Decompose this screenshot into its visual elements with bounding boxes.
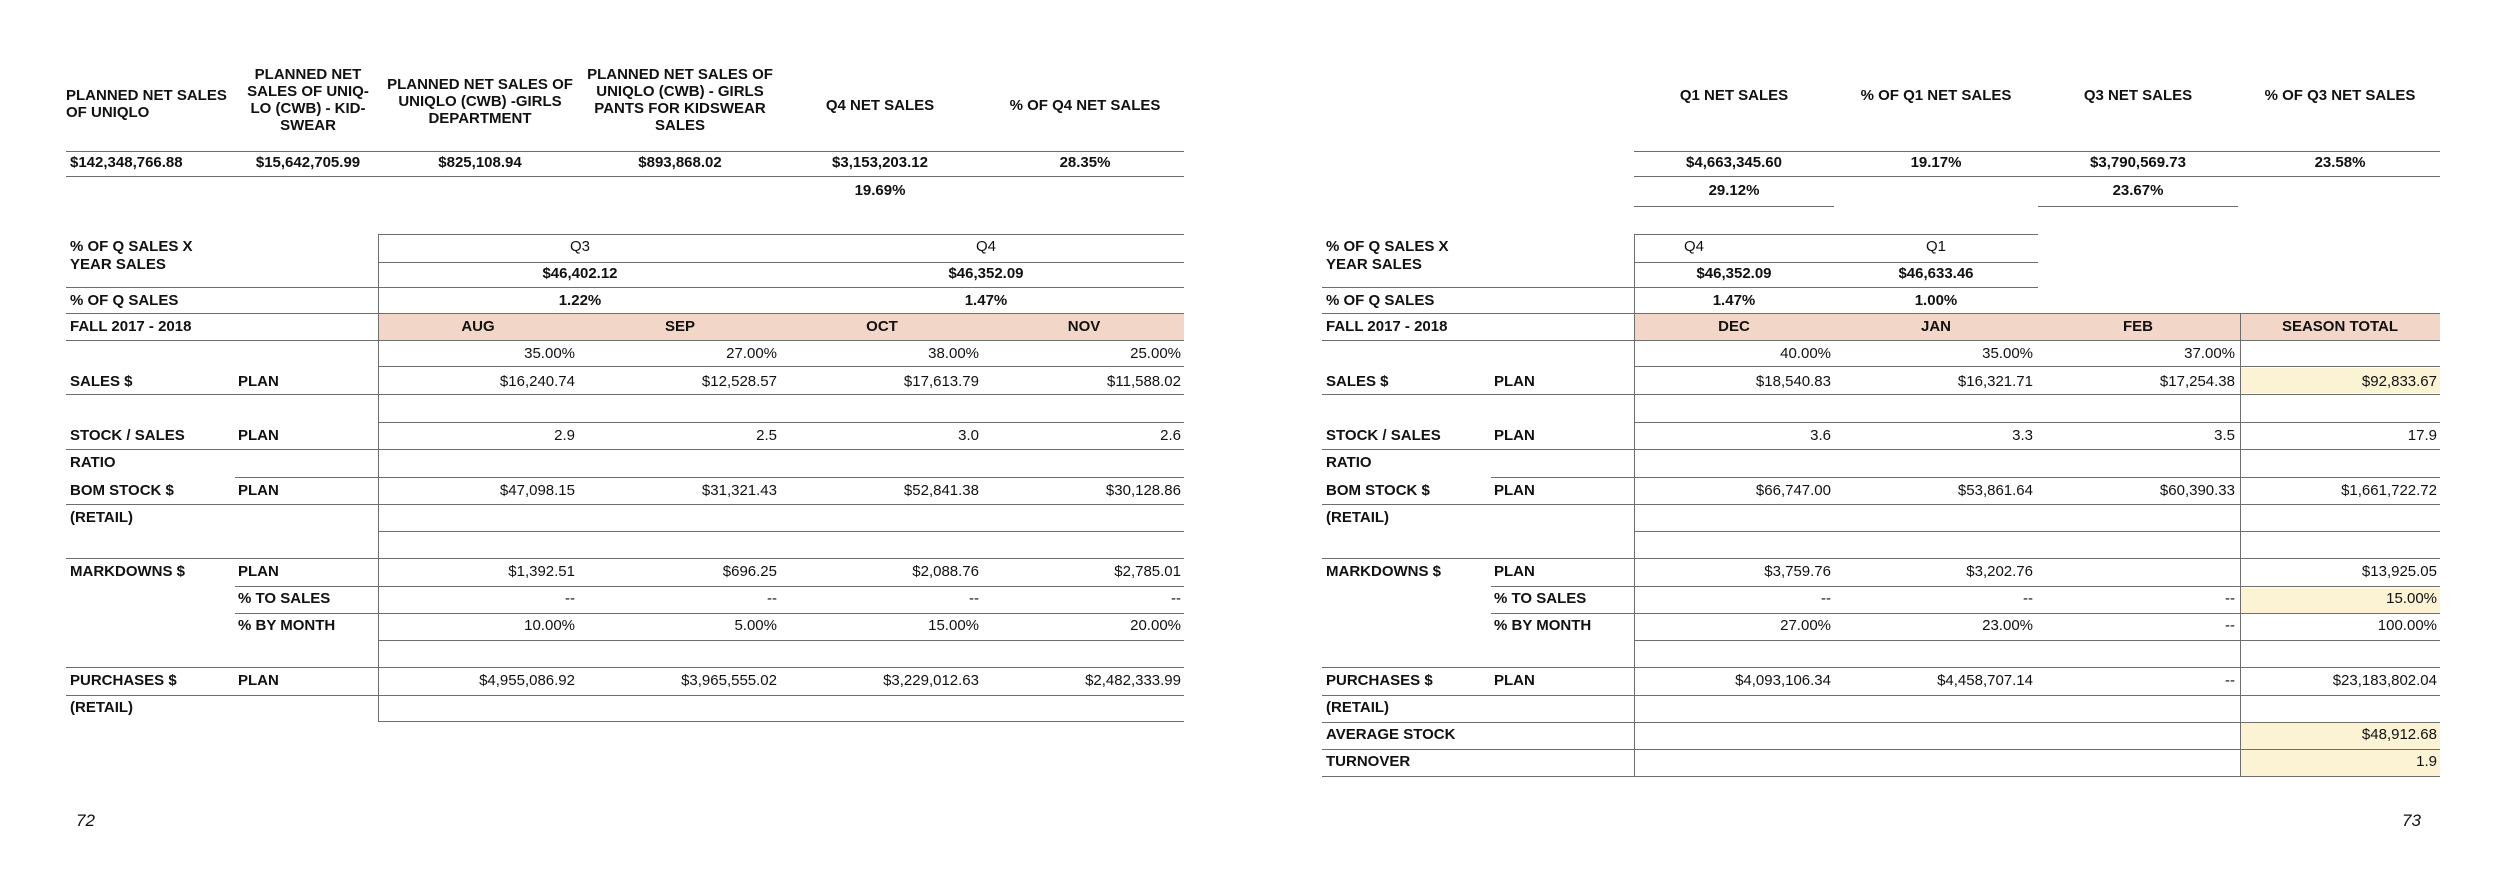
cell: $4,458,707.14 <box>1937 672 2033 689</box>
cell: -- <box>565 590 575 607</box>
val-q3-net-sales: $3,790,569.73 <box>2090 154 2186 171</box>
cell: $4,093,106.34 <box>1735 672 1831 689</box>
cell: $3,759.76 <box>1764 563 1831 580</box>
hdr-q3-net-sales: Q3 NET SALES <box>2083 87 2193 104</box>
cell: $3,202.76 <box>1966 563 2033 580</box>
cell: 23.00% <box>1982 617 2033 634</box>
cell: 20.00% <box>1130 617 1181 634</box>
val-planned-net-sales: $142,348,766.88 <box>70 154 183 171</box>
cell-turnover: 1.9 <box>2416 753 2437 770</box>
label-average-stock: AVERAGE STOCK <box>1326 726 1456 743</box>
hdr-pct-q3-net-sales: % OF Q3 NET SALES <box>2264 87 2416 104</box>
label-season: FALL 2017 - 2018 <box>1326 318 1448 335</box>
label-markdowns: MARKDOWNS $ <box>1326 563 1441 580</box>
cell: -- <box>969 590 979 607</box>
cell-total: 17.9 <box>2407 427 2437 444</box>
hdr-kidswear: PLANNED NET SALES OF UNIQ-LO (CWB) - KID-SWEAR <box>247 66 369 134</box>
label-bom-2: (RETAIL) <box>1326 509 1390 526</box>
label-plan-purch: PLAN <box>238 672 279 689</box>
val-pct-q3: 23.58% <box>2314 154 2366 171</box>
cell: -- <box>2225 672 2235 689</box>
cell: 10.00% <box>524 617 575 634</box>
cell: 2.9 <box>554 427 575 444</box>
val-kidswear: $15,642,705.99 <box>255 154 361 171</box>
cell: $17,613.79 <box>903 373 979 390</box>
label-plan-md: PLAN <box>1494 563 1535 580</box>
cell: $60,390.33 <box>2159 482 2235 499</box>
cell: 27.00% <box>1780 617 1831 634</box>
val-girls-pants: $893,868.02 <box>638 154 722 171</box>
label-plan-sales: PLAN <box>238 373 279 390</box>
cell: -- <box>767 590 777 607</box>
month-sep: SEP <box>664 318 695 335</box>
cell: $66,747.00 <box>1755 482 1831 499</box>
cell: 3.5 <box>2214 427 2235 444</box>
label-purchases-1: PURCHASES $ <box>70 672 177 689</box>
cell: 38.00% <box>928 345 979 362</box>
cell: $3,965,555.02 <box>681 672 777 689</box>
cell: -- <box>1821 590 1831 607</box>
val-q1-net-sales: $4,663,345.60 <box>1686 154 1782 171</box>
cell-average-stock: $48,912.68 <box>2361 726 2437 743</box>
cell: 2.6 <box>1160 427 1181 444</box>
cell: 35.00% <box>524 345 575 362</box>
label-stock-2: RATIO <box>1326 454 1372 471</box>
cell: $47,098.15 <box>499 482 575 499</box>
label-season: FALL 2017 - 2018 <box>70 318 192 335</box>
quarter-q1: Q1 <box>1925 238 1946 255</box>
label-pct-q-sales: % OF Q SALES <box>70 292 179 309</box>
quarter-q4-value: $46,352.09 <box>948 265 1024 282</box>
label-to-sales: % TO SALES <box>1494 590 1587 607</box>
cell: 40.00% <box>1780 345 1831 362</box>
label-bom-1: BOM STOCK $ <box>1326 482 1430 499</box>
cell: $16,321.71 <box>1957 373 2033 390</box>
cell: $17,254.38 <box>2159 373 2235 390</box>
cell: $53,861.64 <box>1957 482 2033 499</box>
quarter-q3-value: $46,402.12 <box>542 265 618 282</box>
quarter-q1-pct: 1.00% <box>1914 292 1958 309</box>
cell: 3.3 <box>2012 427 2033 444</box>
season-total: SEASON TOTAL <box>2281 318 2399 335</box>
quarter-q4-value: $46,352.09 <box>1696 265 1772 282</box>
label-plan-stock: PLAN <box>238 427 279 444</box>
label-turnover: TURNOVER <box>1326 753 1411 770</box>
label-by-month: % BY MONTH <box>1494 617 1592 634</box>
val-q1-sub: 29.12% <box>1708 182 1760 199</box>
cell: -- <box>2023 590 2033 607</box>
cell-total: $1,661,722.72 <box>2341 482 2437 499</box>
label-pct-q-year: % OF Q SALES X YEAR SALES <box>1326 238 1449 273</box>
cell: $16,240.74 <box>499 373 575 390</box>
month-oct: OCT <box>866 318 898 335</box>
month-dec: DEC <box>1718 318 1750 335</box>
cell: $31,321.43 <box>701 482 777 499</box>
label-stock-1: STOCK / SALES <box>70 427 185 444</box>
hdr-q1-net-sales: Q1 NET SALES <box>1679 87 1789 104</box>
quarter-q3: Q3 <box>569 238 590 255</box>
quarter-q4-pct: 1.47% <box>1712 292 1756 309</box>
cell-total: $13,925.05 <box>2361 563 2437 580</box>
page-73 <box>1250 0 2500 882</box>
hdr-pct-q1-net-sales: % OF Q1 NET SALES <box>1860 87 2012 104</box>
label-to-sales: % TO SALES <box>238 590 331 607</box>
month-feb: FEB <box>2123 318 2153 335</box>
hdr-q4-net-sales: Q4 NET SALES <box>825 97 935 114</box>
cell: 3.6 <box>1810 427 1831 444</box>
cell: $2,785.01 <box>1114 563 1181 580</box>
label-plan-sales: PLAN <box>1494 373 1535 390</box>
label-sales: SALES $ <box>70 373 133 390</box>
cell: 35.00% <box>1982 345 2033 362</box>
cell: 37.00% <box>2184 345 2235 362</box>
cell: -- <box>2225 590 2235 607</box>
cell: $4,955,086.92 <box>479 672 575 689</box>
page-number: 73 <box>2402 811 2421 830</box>
label-pct-q-sales: % OF Q SALES <box>1326 292 1435 309</box>
cell: $3,229,012.63 <box>883 672 979 689</box>
quarter-q1-value: $46,633.46 <box>1898 265 1974 282</box>
cell: $12,528.57 <box>701 373 777 390</box>
cell: $2,088.76 <box>912 563 979 580</box>
hdr-pct-q4-net-sales: % OF Q4 NET SALES <box>1009 97 1161 114</box>
cell: $11,588.02 <box>1107 373 1181 390</box>
label-plan-md: PLAN <box>238 563 279 580</box>
cell: 2.5 <box>756 427 777 444</box>
cell-total: $23,183,802.04 <box>2332 672 2437 689</box>
val-q3-sub: 23.67% <box>2112 182 2164 199</box>
label-plan-bom: PLAN <box>238 482 279 499</box>
cell: $2,482,333.99 <box>1085 672 1181 689</box>
label-stock-2: RATIO <box>70 454 116 471</box>
val-q4-sub: 19.69% <box>854 182 906 199</box>
cell: 3.0 <box>958 427 979 444</box>
cell: 5.00% <box>734 617 777 634</box>
cell: 15.00% <box>928 617 979 634</box>
label-markdowns: MARKDOWNS $ <box>70 563 185 580</box>
val-pct-q1: 19.17% <box>1910 154 1962 171</box>
label-purchases-2: (RETAIL) <box>70 699 134 716</box>
cell: 25.00% <box>1130 345 1181 362</box>
label-pct-q-year: % OF Q SALES X YEAR SALES <box>70 238 193 273</box>
month-jan: JAN <box>1920 318 1951 335</box>
month-aug: AUG <box>461 318 495 335</box>
val-q4-net-sales: $3,153,203.12 <box>832 154 928 171</box>
cell: $696.25 <box>722 563 777 580</box>
hdr-planned-net-sales-uniqlo: PLANNED NET SALES OF UNIQLO <box>66 87 227 121</box>
page-number: 72 <box>76 811 95 830</box>
label-plan-stock: PLAN <box>1494 427 1535 444</box>
label-by-month: % BY MONTH <box>238 617 336 634</box>
cell: 27.00% <box>726 345 777 362</box>
label-plan-purch: PLAN <box>1494 672 1535 689</box>
cell: -- <box>1171 590 1181 607</box>
cell-total: $92,833.67 <box>2361 373 2437 390</box>
label-plan-bom: PLAN <box>1494 482 1535 499</box>
cell-total: 100.00% <box>2377 617 2437 634</box>
label-stock-1: STOCK / SALES <box>1326 427 1441 444</box>
val-girls-department: $825,108.94 <box>438 154 522 171</box>
label-purchases-1: PURCHASES $ <box>1326 672 1433 689</box>
label-bom-2: (RETAIL) <box>70 509 134 526</box>
hdr-girls-department: PLANNED NET SALES OF UNIQLO (CWB) -GIRLS DEPARTMENT <box>387 76 573 127</box>
hdr-girls-pants: PLANNED NET SALES OF UNIQLO (CWB) - GIRLS PANTS FOR KIDSWEAR SALES <box>587 66 773 134</box>
quarter-q3-pct: 1.22% <box>558 292 602 309</box>
month-nov: NOV <box>1067 318 1101 335</box>
cell-total: 15.00% <box>2386 590 2437 607</box>
cell: -- <box>2225 617 2235 634</box>
cell: $1,392.51 <box>508 563 575 580</box>
quarter-q4-pct: 1.47% <box>964 292 1008 309</box>
cell: $30,128.86 <box>1105 482 1181 499</box>
quarter-q4: Q4 <box>1683 238 1704 255</box>
label-bom-1: BOM STOCK $ <box>70 482 174 499</box>
cell: $18,540.83 <box>1755 373 1831 390</box>
cell: $52,841.38 <box>903 482 979 499</box>
label-purchases-2: (RETAIL) <box>1326 699 1390 716</box>
quarter-q4: Q4 <box>975 238 996 255</box>
label-sales: SALES $ <box>1326 373 1389 390</box>
val-pct-q4: 28.35% <box>1059 154 1111 171</box>
